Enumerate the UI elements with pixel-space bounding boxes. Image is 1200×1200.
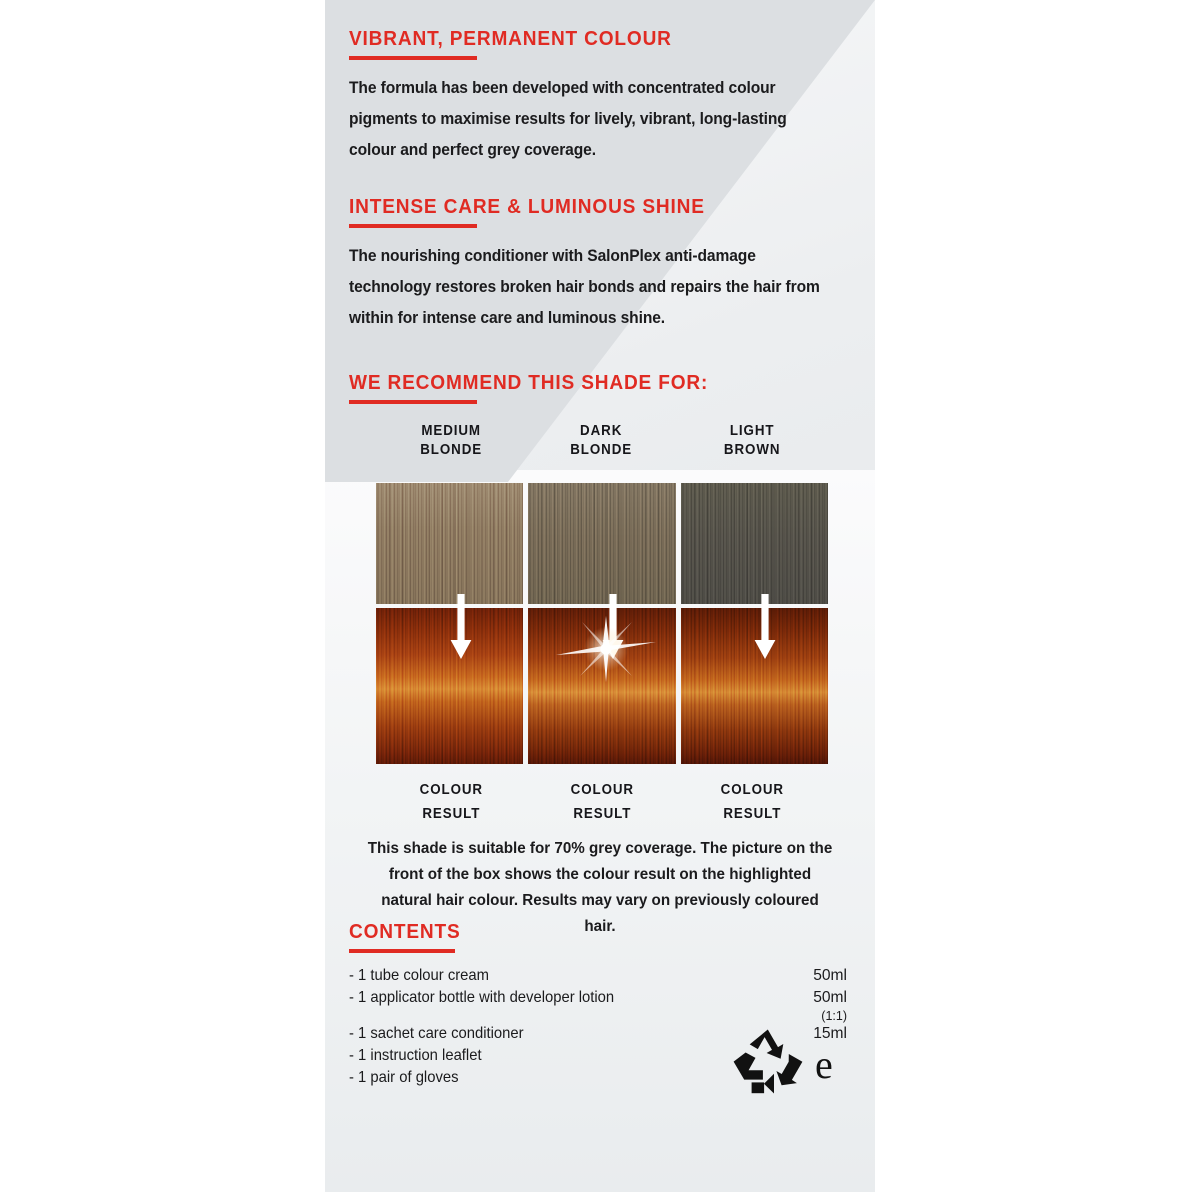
heading-we-recommend-this-shade-for: WE RECOMMEND THIS SHADE FOR: [349, 371, 709, 394]
shade-label-line1: LIGHT [729, 423, 775, 439]
heading-underline [349, 224, 477, 228]
shade-label-line1: DARK [580, 423, 623, 439]
swatch-result-medium-blonde [376, 608, 523, 764]
result-label-dark-blonde [533, 778, 672, 826]
contents-item-ratio-label: (1:1) [821, 1008, 847, 1023]
contents-list [349, 965, 851, 1089]
contents-item-label: - 1 instruction leaflet [349, 1046, 482, 1064]
section-we-recommend [349, 372, 851, 404]
result-label-medium-blonde [382, 778, 521, 826]
contents-item [349, 987, 851, 1009]
contents-item-amount: 15ml [813, 1024, 847, 1042]
contents-item-label: - 1 tube colour cream [349, 966, 489, 984]
heading-vibrant-permanent-colour: VIBRANT, PERMANENT COLOUR [349, 27, 672, 50]
panel [325, 0, 875, 1192]
body-intense-care-luminous-shine: The nourishing conditioner with SalonPlex anti-damage technology restores broken hair bonds and repairs the hair from within for intense care and luminous shine. [349, 246, 820, 327]
contents-item-ratio [349, 1009, 851, 1023]
body-vibrant-permanent-colour: The formula has been developed with concentrated colour pigments to maximise results for lively, vibrant, long-lasting colour and perfect grey coverage. [349, 78, 787, 159]
result-label-light-brown [683, 778, 822, 826]
section-vibrant-permanent-colour [349, 28, 851, 166]
swatch-natural-light-brown [681, 483, 828, 604]
hair-swatch-grid [376, 483, 828, 760]
packaging-marks [731, 1027, 846, 1095]
contents-item-label: - 1 pair of gloves [349, 1068, 459, 1086]
section-contents [349, 921, 851, 1089]
swatch-result-dark-blonde [528, 608, 675, 764]
heading-underline [349, 949, 455, 953]
shade-label-light-brown [683, 422, 821, 460]
result-labels-row [376, 778, 828, 826]
shade-label-line2: BLONDE [420, 442, 483, 458]
grey-coverage-disclaimer: This shade is suitable for 70% grey coverage. The picture on the front of the box shows the colour result on the highlighted natural hair colour. Results may vary on previously coloured hair. [367, 840, 833, 935]
sparkle-icon [554, 614, 658, 684]
swatch-natural-dark-blonde [528, 483, 675, 604]
result-label-line2: RESULT [422, 806, 481, 822]
contents-item-label: - 1 sachet care conditioner [349, 1024, 524, 1042]
shade-label-line2: BROWN [723, 442, 781, 458]
heading-underline [349, 400, 477, 404]
result-label-line1: COLOUR [570, 782, 634, 798]
section-intense-care-luminous-shine [349, 196, 851, 334]
contents-item-amount: 50ml [813, 988, 847, 1006]
heading-contents: CONTENTS [349, 920, 461, 943]
shade-label-medium-blonde [382, 422, 520, 460]
recycle-icon [731, 1027, 805, 1095]
estimated-sign: e [815, 1041, 833, 1087]
shade-label-line2: BLONDE [570, 442, 633, 458]
contents-item-label: - 1 applicator bottle with developer lotion [349, 988, 615, 1006]
contents-item-amount: 50ml [813, 966, 847, 984]
swatch-result-light-brown [681, 608, 828, 764]
result-label-line2: RESULT [723, 806, 782, 822]
swatch-natural-medium-blonde [376, 483, 523, 604]
result-label-line2: RESULT [573, 806, 631, 822]
shade-label-dark-blonde [532, 422, 670, 460]
shade-label-line1: MEDIUM [421, 423, 481, 439]
result-label-line1: COLOUR [721, 782, 785, 798]
heading-intense-care-luminous-shine: INTENSE CARE & LUMINOUS SHINE [349, 195, 705, 218]
contents-item [349, 965, 851, 987]
result-label-line1: COLOUR [419, 782, 483, 798]
shade-labels-row [376, 422, 827, 460]
heading-underline [349, 56, 477, 60]
